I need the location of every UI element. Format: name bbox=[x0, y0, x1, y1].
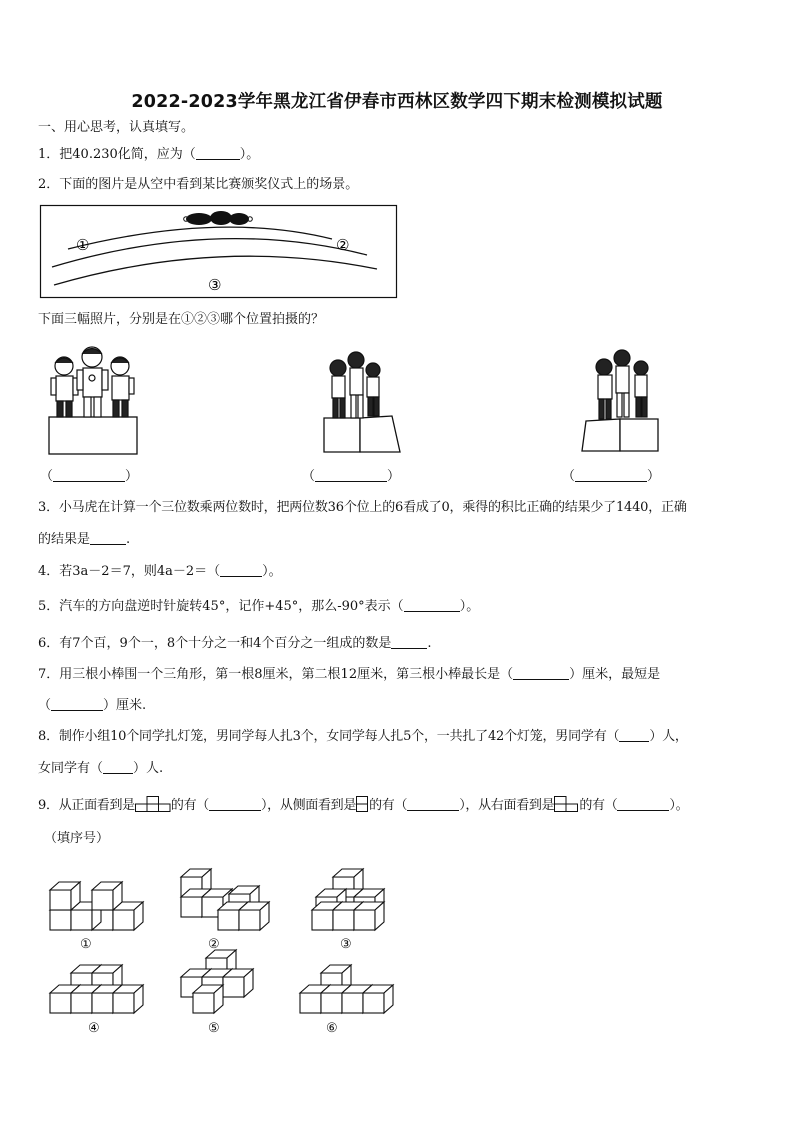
photo-1-front-view bbox=[46, 345, 142, 457]
position-label-3: ③ bbox=[208, 276, 222, 294]
position-label-1: ① bbox=[76, 236, 90, 254]
answer-blank[interactable] bbox=[404, 598, 460, 612]
question-4: 4．若3a－2＝7，则4a－2＝（ ）。 bbox=[38, 564, 282, 579]
arc-line-1 bbox=[68, 227, 332, 249]
question-2-followup: 下面三幅照片，分别是在①②③哪个位置拍摄的？ bbox=[38, 312, 325, 327]
question-9: 9．从正面看到是 的有（ ），从侧面看到是 的有（ ），从右面看到是 的有（ ）。 bbox=[38, 798, 689, 813]
answer-blank[interactable] bbox=[619, 728, 649, 742]
answer-blank[interactable] bbox=[103, 760, 133, 774]
cube-figure-5 bbox=[181, 950, 253, 1013]
question-1 bbox=[38, 146, 259, 163]
cube-label-5: ⑤ bbox=[208, 1021, 220, 1036]
photo-3-side-view bbox=[580, 345, 666, 455]
answer-blank[interactable] bbox=[53, 468, 125, 482]
side-view-shape-icon bbox=[356, 796, 369, 812]
cube-figure-3 bbox=[312, 869, 384, 930]
right-view-shape-icon bbox=[554, 796, 579, 812]
question-1-text: 1．把40.230化简，应为（ bbox=[38, 147, 196, 162]
cube-figure-1 bbox=[50, 882, 143, 930]
answer-blank[interactable] bbox=[90, 531, 126, 545]
question-2: 2．下面的图片是从空中看到某比赛颁奖仪式上的场景。 bbox=[38, 177, 359, 192]
question-6: 6．有7个百，9个一，8个十分之一和4个百分之一组成的数是 . bbox=[38, 636, 432, 651]
answer-blank[interactable] bbox=[51, 697, 103, 711]
page-title: 2022-2023学年黑龙江省伊春市西林区数学四下期末检测模拟试题 bbox=[131, 92, 663, 112]
front-view-shape-icon bbox=[135, 796, 171, 812]
answer-blank[interactable] bbox=[407, 797, 459, 811]
answer-blank[interactable] bbox=[513, 666, 569, 680]
photo-2-side-view bbox=[320, 350, 406, 456]
question-3-line-2: 的结果是 . bbox=[38, 532, 131, 547]
answer-blank[interactable] bbox=[391, 635, 427, 649]
cube-label-6: ⑥ bbox=[326, 1021, 338, 1036]
cube-figure-4 bbox=[50, 965, 143, 1013]
answer-blank[interactable] bbox=[220, 563, 262, 577]
question-3-line-1: 3．小马虎在计算一个三位数乘两位数时，把两位数36个位上的6看成了0，乘得的积比正确的结果少了1440，正确 bbox=[38, 500, 687, 515]
question-1-text-end: ）。 bbox=[239, 147, 260, 162]
photo-1-answer: （ ） bbox=[40, 469, 139, 484]
cube-label-3: ③ bbox=[340, 937, 352, 952]
cube-label-1: ① bbox=[80, 937, 92, 952]
arc-line-2 bbox=[52, 239, 367, 267]
photo-3-answer: （ ） bbox=[562, 469, 661, 484]
answer-blank[interactable] bbox=[315, 468, 387, 482]
cube-figure-2 bbox=[181, 869, 269, 930]
podium-icon bbox=[184, 211, 253, 225]
section-heading: 一、用心思考，认真填写。 bbox=[38, 120, 195, 135]
question-8-line-2: 女同学有（ ）人. bbox=[38, 761, 164, 776]
cube-figure-6 bbox=[300, 965, 393, 1013]
question-5: 5．汽车的方向盘逆时针旋转45°，记作+45°，那么-90°表示（ ）。 bbox=[38, 599, 480, 614]
answer-blank[interactable] bbox=[196, 146, 240, 160]
cube-label-2: ② bbox=[208, 937, 220, 952]
answer-blank[interactable] bbox=[617, 797, 669, 811]
answer-blank[interactable] bbox=[209, 797, 261, 811]
answer-blank[interactable] bbox=[575, 468, 647, 482]
aerial-view-diagram bbox=[40, 205, 397, 298]
question-7-line-1: 7．用三根小棒围一个三角形，第一根8厘米，第二根12厘米，第三根小棒最长是（ ）厘米，最短是 bbox=[38, 667, 661, 682]
cube-label-4: ④ bbox=[88, 1021, 100, 1036]
question-8-line-1: 8．制作小组10个同学扎灯笼，男同学每人扎3个，女同学每人扎5个，一共扎了42个灯笼，男同学有（ ）人， bbox=[38, 729, 688, 744]
position-label-2: ② bbox=[336, 236, 350, 254]
question-7-line-2: （ ）厘米. bbox=[38, 698, 147, 713]
question-9-note: （填序号） bbox=[44, 831, 110, 846]
photo-2-answer: （ ） bbox=[302, 469, 401, 484]
